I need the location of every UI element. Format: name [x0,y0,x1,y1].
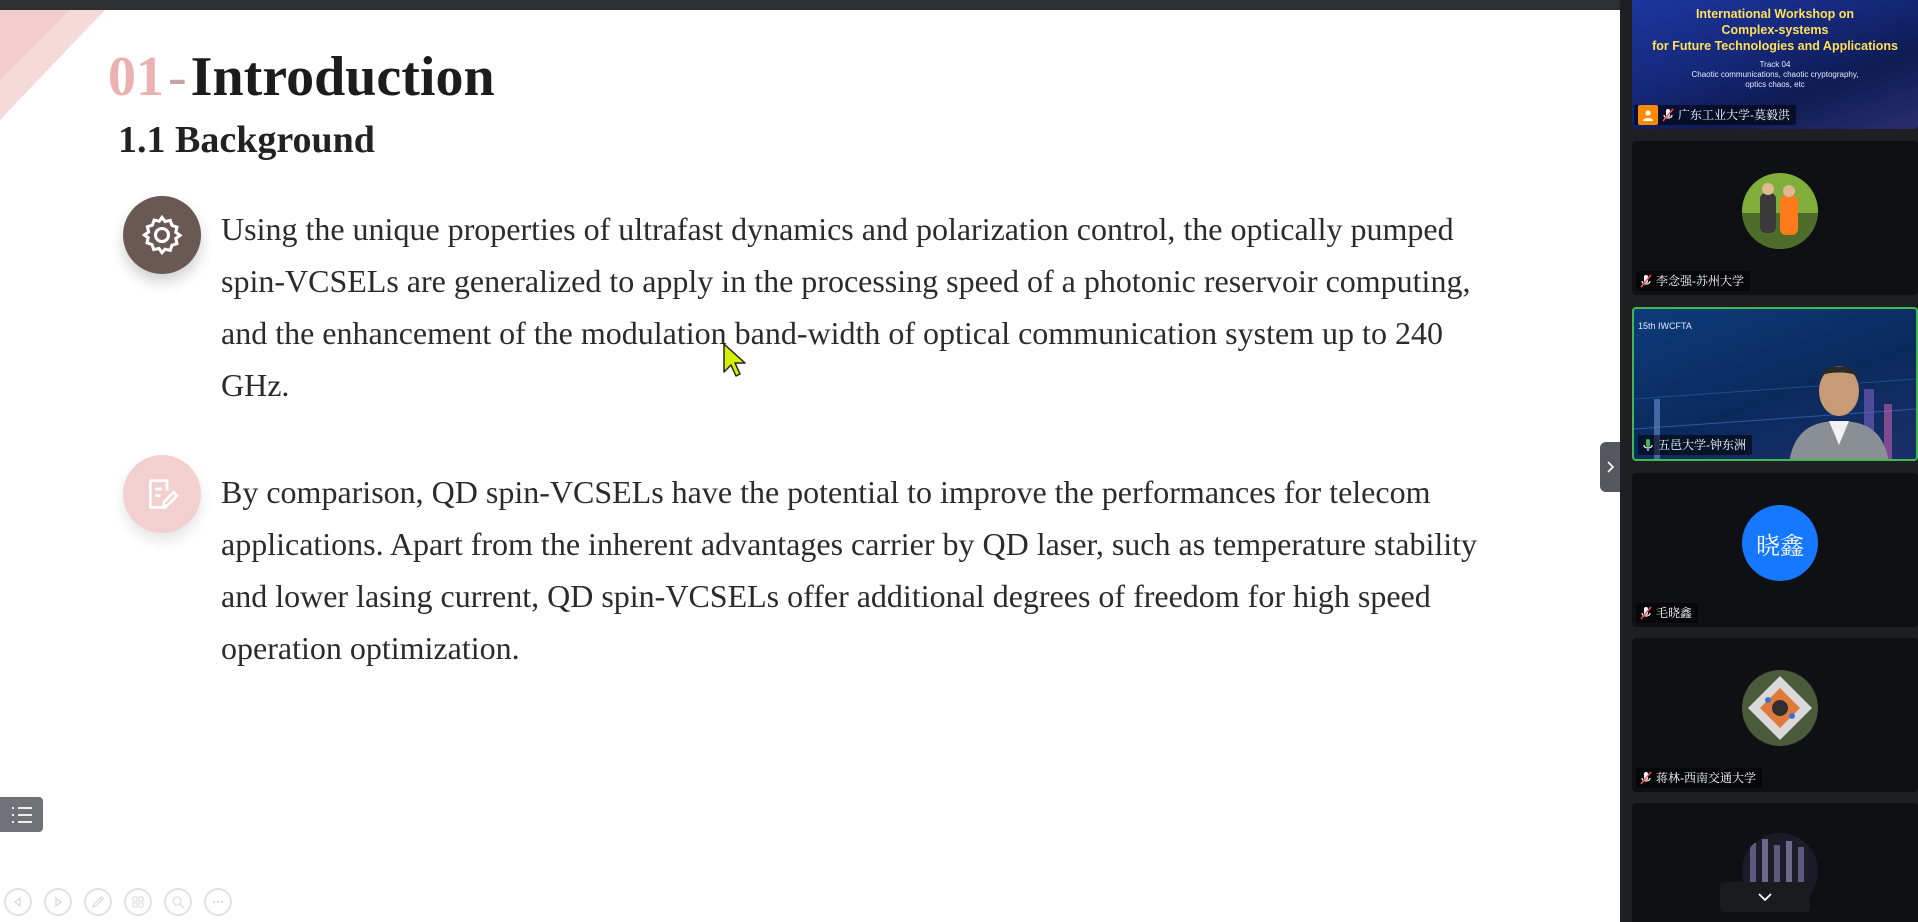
top-strip [0,0,1620,10]
mic-muted-icon [1640,606,1652,620]
list-icon [11,806,33,824]
pen-button[interactable] [84,888,112,916]
more-button[interactable] [204,888,232,916]
corner-decoration [0,10,110,130]
more-icon [211,895,225,909]
pen-icon [91,895,105,909]
slide-subtitle: 1.1 Background [118,119,375,161]
mic-active-icon [1642,438,1654,452]
prev-button[interactable] [4,888,32,916]
chevron-right-icon [1606,460,1616,474]
mic-muted-icon [1662,108,1674,122]
mic-muted-icon [1640,771,1652,785]
participant-name-label [1638,435,1752,455]
player-controls [4,888,232,916]
zoom-icon [171,895,185,909]
participant-name: 广东工业大学-莫毅洪 [1678,108,1790,122]
gear-icon [123,196,201,274]
avatar: 晓鑫 [1742,505,1818,581]
participant-name: 毛晓鑫 [1656,606,1693,620]
participant-name: 李念强-苏州大学 [1656,274,1744,288]
participant-name: 蒋林-西南交通大学 [1656,771,1756,785]
title-dash: - [168,46,187,108]
participant-name-label [1636,768,1762,788]
title-number: 01 [108,46,164,108]
workshop-banner [1632,6,1918,54]
paragraph-1: Using the unique properties of ultrafast dynamics and polarization control, the optically pumped spin-VCSELs are generalized to apply in the processing speed of a photonic reservoir computing, and the enhancement of the modulation band-width of optical communication system up to 240 GHz. [221,211,1471,403]
banner-subline: Track 04 [1759,60,1791,69]
banner-line: for Future Technologies and Applications [1652,39,1898,53]
prev-icon [12,896,24,908]
banner-subline: optics chaos, etc [1745,80,1805,89]
grid-icon [131,895,145,909]
scroll-down-button[interactable] [1720,882,1810,912]
avatar [1742,173,1818,249]
paragraph-2: By comparison, QD spin-VCSELs have the potential to improve the performances for telecom applications. Apart from the inherent advantages carrier by QD laser, such as temperature stability and lower lasing current, QD spin-VCSELs offer additional degrees of freedom for high speed operation optimization. [221,474,1478,666]
slide-title [108,44,495,110]
participant-name-label [1634,105,1796,125]
participant-tile[interactable] [1632,638,1918,792]
participant-tile[interactable] [1632,473,1918,627]
next-icon [52,896,64,908]
next-button[interactable] [44,888,72,916]
participant-tile[interactable] [1632,141,1918,295]
participant-tile[interactable] [1632,0,1918,129]
video-badge: 15th IWCFTA [1638,321,1692,331]
participant-name: 五邑大学-钟东洲 [1658,438,1746,452]
banner-subtext [1632,60,1918,90]
speaker-video [1784,349,1894,461]
mic-muted-icon [1640,274,1652,288]
collapse-panel-button[interactable] [1600,442,1620,492]
outline-list-button[interactable] [0,797,43,832]
banner-subline: Chaotic communications, chaotic cryptography, [1691,70,1859,79]
mouse-cursor-icon [722,342,748,378]
grid-button[interactable] [124,888,152,916]
participant-name-label [1636,271,1750,291]
edit-note-icon [123,455,201,533]
banner-line: Complex-systems [1721,23,1829,37]
avatar [1742,670,1818,746]
banner-line: International Workshop on [1695,7,1855,21]
title-text: Introduction [190,46,495,108]
host-icon [1638,105,1658,125]
chevron-down-icon [1756,891,1774,903]
zoom-button[interactable] [164,888,192,916]
participant-name-label [1636,603,1698,623]
participant-panel [1620,0,1918,922]
participant-tile-speaking[interactable] [1632,307,1918,461]
